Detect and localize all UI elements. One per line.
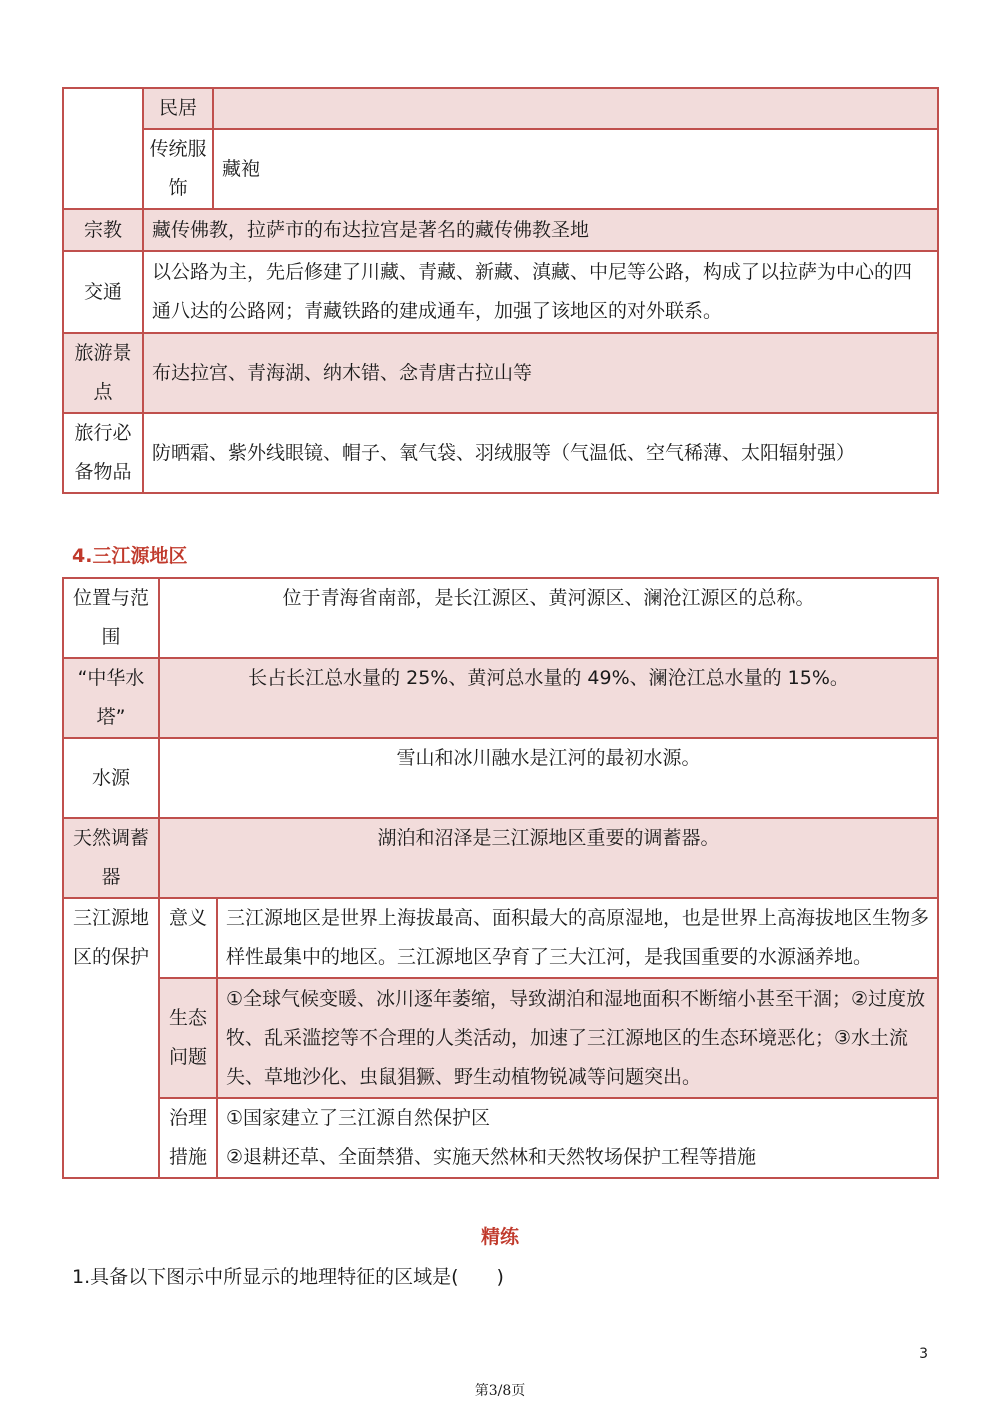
table-row — [63, 333, 938, 413]
row-content: 以公路为主，先后修建了川藏、青藏、新藏、滇藏、中尼等公路，构成了以拉萨为中心的四通八达的公路网；青藏铁路的建成通车，加强了该地区的对外联系。 — [143, 251, 938, 333]
table-row — [63, 818, 938, 898]
table-row — [63, 251, 938, 333]
row-content: 湖泊和沼泽是三江源地区重要的调蓄器。 — [159, 818, 938, 898]
question-text: 1.具备以下图示中所显示的地理特征的区域是( ) — [72, 1266, 504, 1288]
practice-title: 精练 — [480, 1226, 519, 1248]
row-label: “中华水塔” — [63, 658, 159, 738]
table-row — [63, 413, 938, 493]
row-label: 天然调蓄器 — [63, 818, 159, 898]
row-label: 宗教 — [63, 209, 143, 251]
row-content: 藏传佛教，拉萨市的布达拉宫是著名的藏传佛教圣地 — [143, 209, 938, 251]
sanjiangyuan-table — [62, 577, 939, 1179]
row-content: 位于青海省南部，是长江源区、黄河源区、澜沧江源区的总称。 — [159, 578, 938, 658]
row-content: 防晒霜、紫外线眼镜、帽子、氧气袋、羽绒服等（气温低、空气稀薄、太阳辐射强） — [143, 413, 938, 493]
row-content: ①全球气候变暖、冰川逐年萎缩，导致湖泊和湿地面积不断缩小甚至干涸；②过度放牧、乱采滥挖等不合理的人类活动，加速了三江源地区的生态环境恶化；③水土流失、草地沙化、虫鼠猖獗、野生动植物锐减等问题突出。 — [217, 978, 938, 1098]
page-number: 3 — [919, 1346, 928, 1362]
row-sub-label: 传统服饰 — [143, 129, 213, 209]
row-label: 旅游景点 — [63, 333, 143, 413]
row-sub-label: 民居 — [143, 88, 213, 129]
page-footer: 第3/8页 — [474, 1383, 526, 1399]
row-content: 三江源地区是世界上海拔最高、面积最大的高原湿地，也是世界上高海拔地区生物多样性最集中的地区。三江源地区孕育了三大江河，是我国重要的水源涵养地。 — [217, 898, 938, 978]
measure-line: ②退耕还草、全面禁猎、实施天然林和天然牧场保护工程等措施 — [226, 1146, 757, 1168]
row-label: 水源 — [63, 738, 159, 818]
row-content: 雪山和冰川融水是江河的最初水源。 — [159, 738, 938, 818]
row-content — [217, 1098, 938, 1178]
row-content: 长占长江总水量的 25%、黄河总水量的 49%、澜沧江总水量的 15%。 — [159, 658, 938, 738]
row-label: 位置与范围 — [63, 578, 159, 658]
row-content — [213, 88, 938, 129]
row-sub-label: 生态问题 — [159, 978, 217, 1098]
table-row — [63, 578, 938, 658]
table-row — [63, 209, 938, 251]
table-row — [63, 129, 938, 209]
measure-line: ①国家建立了三江源自然保护区 — [226, 1107, 491, 1129]
row-sub-label: 治理措施 — [159, 1098, 217, 1178]
table-row — [63, 88, 938, 129]
table-row — [63, 738, 938, 818]
table-row — [63, 978, 938, 1098]
table-row — [63, 658, 938, 738]
row-content: 布达拉宫、青海湖、纳木错、念青唐古拉山等 — [143, 333, 938, 413]
protection-label: 三江源地区的保护 — [63, 898, 159, 1178]
row-label: 旅行必备物品 — [63, 413, 143, 493]
table-row — [63, 898, 938, 978]
table-row — [63, 1098, 938, 1178]
row-content: 藏袍 — [213, 129, 938, 209]
row-label: 交通 — [63, 251, 143, 333]
merged-label-cell — [63, 88, 143, 209]
section-heading: 4.三江源地区 — [72, 545, 188, 567]
tibet-culture-table — [62, 87, 939, 494]
row-sub-label: 意义 — [159, 898, 217, 978]
